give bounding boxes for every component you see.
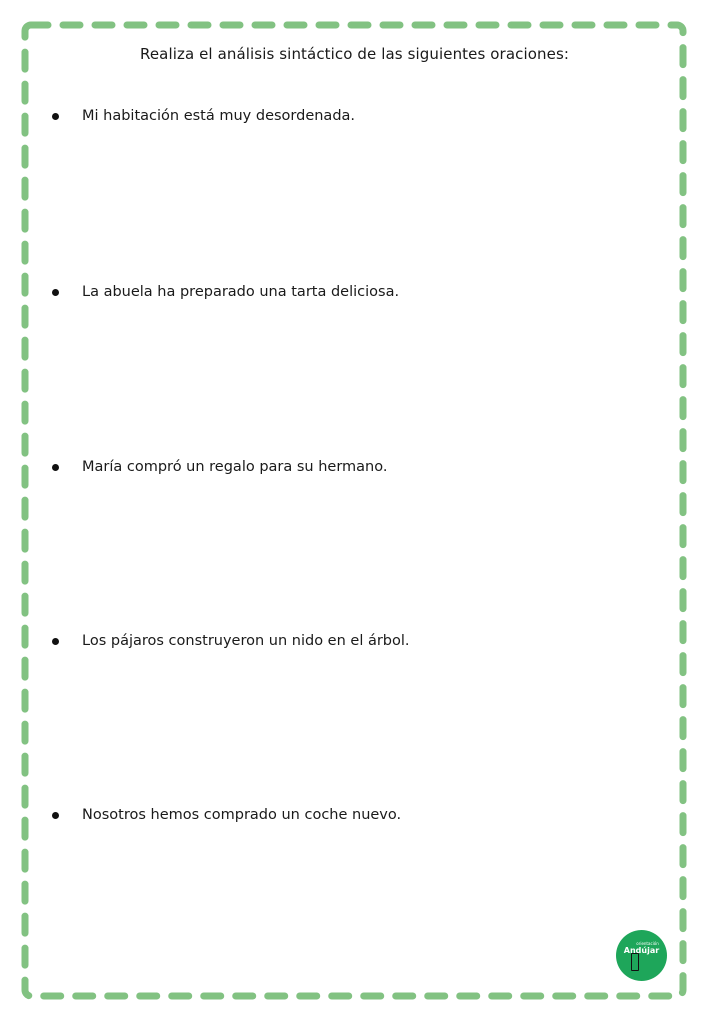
sentence-text: Mi habitación está muy desordenada. bbox=[82, 108, 356, 124]
bullet-icon bbox=[52, 289, 59, 296]
sentence-item bbox=[52, 807, 401, 823]
sentence-text: Los pájaros construyeron un nido en el árbol. bbox=[82, 633, 410, 649]
bullet-icon bbox=[52, 113, 59, 120]
sentence-text: María compró un regalo para su hermano. bbox=[82, 459, 388, 475]
bullet-icon bbox=[52, 812, 59, 819]
pencil-icon bbox=[631, 953, 639, 971]
page-title: Realiza el análisis sintáctico de las siguientes oraciones: bbox=[139, 45, 570, 63]
orientacion-andujar-logo bbox=[616, 930, 667, 981]
sentence-item bbox=[52, 459, 387, 475]
logo-main-text: Andújar bbox=[623, 945, 660, 955]
sentence-item bbox=[52, 284, 399, 300]
sentence-text: La abuela ha preparado una tarta deliciosa. bbox=[82, 284, 400, 300]
bullet-icon bbox=[52, 638, 59, 645]
bullet-icon bbox=[52, 464, 59, 471]
sentence-item bbox=[52, 108, 355, 124]
sentence-item bbox=[52, 633, 410, 649]
logo-small-text: orientación bbox=[636, 940, 659, 946]
sentence-text: Nosotros hemos comprado un coche nuevo. bbox=[82, 807, 402, 823]
